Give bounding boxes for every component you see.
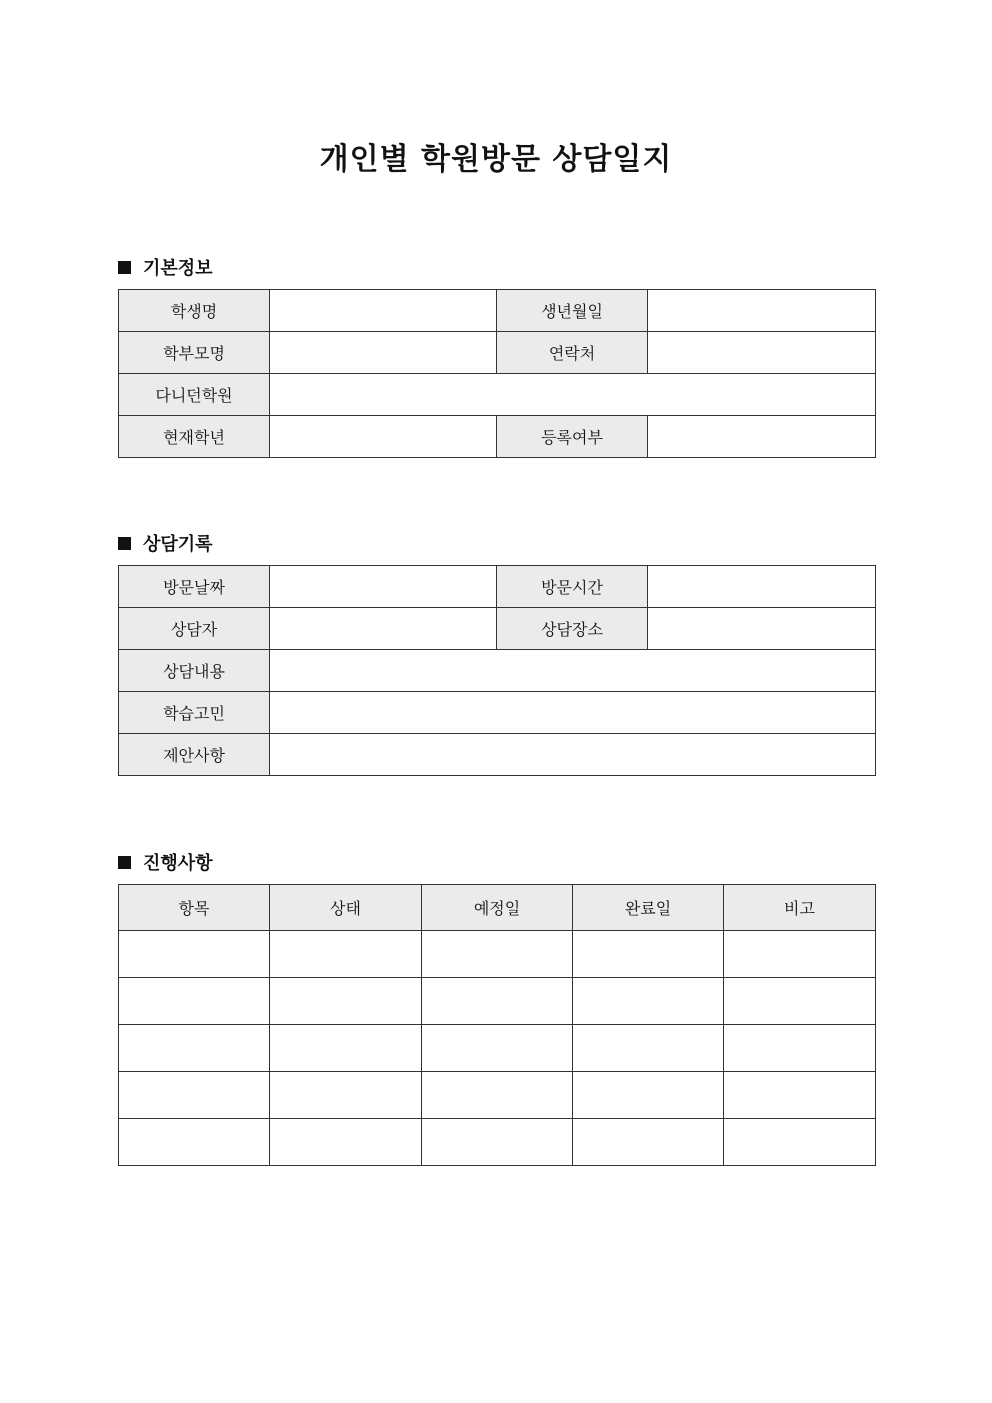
table-row bbox=[119, 290, 876, 332]
current-grade-label: 현재학년 bbox=[119, 416, 270, 458]
table-row bbox=[119, 692, 876, 734]
table-row bbox=[119, 1025, 876, 1072]
study-concerns-label: 학습고민 bbox=[119, 692, 270, 734]
visit-date-field[interactable] bbox=[270, 566, 497, 608]
birth-date-label: 생년월일 bbox=[497, 290, 648, 332]
place-field[interactable] bbox=[648, 608, 876, 650]
content-label: 상담내용 bbox=[119, 650, 270, 692]
table-cell[interactable] bbox=[270, 931, 422, 978]
page-title: 개인별 학원방문 상담일지 bbox=[319, 142, 673, 177]
table-row bbox=[119, 734, 876, 776]
table-cell[interactable] bbox=[573, 1025, 724, 1072]
table-row bbox=[119, 608, 876, 650]
parent-name-field[interactable] bbox=[270, 332, 497, 374]
table-cell[interactable] bbox=[119, 1119, 270, 1166]
table-cell[interactable] bbox=[119, 978, 270, 1025]
table-cell[interactable] bbox=[119, 1072, 270, 1119]
table-row bbox=[119, 566, 876, 608]
table-cell[interactable] bbox=[724, 978, 876, 1025]
table-cell[interactable] bbox=[724, 931, 876, 978]
contact-label: 연락처 bbox=[497, 332, 648, 374]
suggestions-label: 제안사항 bbox=[119, 734, 270, 776]
table-cell[interactable] bbox=[270, 1025, 422, 1072]
table-cell[interactable] bbox=[422, 1025, 573, 1072]
column-header-item: 항목 bbox=[119, 885, 270, 931]
table-row bbox=[119, 1072, 876, 1119]
column-header-status: 상태 bbox=[270, 885, 422, 931]
visit-time-label: 방문시간 bbox=[497, 566, 648, 608]
table-row bbox=[119, 332, 876, 374]
column-header-planned-date: 예정일 bbox=[422, 885, 573, 931]
birth-date-field[interactable] bbox=[648, 290, 876, 332]
table-cell[interactable] bbox=[724, 1072, 876, 1119]
table-cell[interactable] bbox=[573, 1119, 724, 1166]
counselor-label: 상담자 bbox=[119, 608, 270, 650]
table-row bbox=[119, 650, 876, 692]
section-title: 진행사항 bbox=[143, 853, 213, 874]
visit-date-label: 방문날짜 bbox=[119, 566, 270, 608]
column-header-note: 비고 bbox=[724, 885, 876, 931]
current-academy-label: 다니던학원 bbox=[119, 374, 270, 416]
section-heading-consult-record bbox=[118, 530, 213, 556]
table-row bbox=[119, 931, 876, 978]
column-header-completed-date: 완료일 bbox=[573, 885, 724, 931]
study-concerns-field[interactable] bbox=[270, 692, 876, 734]
student-name-field[interactable] bbox=[270, 290, 497, 332]
table-cell[interactable] bbox=[573, 978, 724, 1025]
current-academy-field[interactable] bbox=[270, 374, 876, 416]
table-cell[interactable] bbox=[422, 978, 573, 1025]
table-row bbox=[119, 416, 876, 458]
student-name-label: 학생명 bbox=[119, 290, 270, 332]
table-row bbox=[119, 978, 876, 1025]
table-cell[interactable] bbox=[119, 1025, 270, 1072]
registered-label: 등록여부 bbox=[497, 416, 648, 458]
table-cell[interactable] bbox=[422, 1072, 573, 1119]
table-cell[interactable] bbox=[270, 1072, 422, 1119]
registered-field[interactable] bbox=[648, 416, 876, 458]
consult-record-table bbox=[118, 565, 876, 776]
progress-table bbox=[118, 884, 876, 1166]
table-row bbox=[119, 374, 876, 416]
suggestions-field[interactable] bbox=[270, 734, 876, 776]
section-title: 기본정보 bbox=[143, 258, 213, 279]
table-cell[interactable] bbox=[422, 1119, 573, 1166]
section-title: 상담기록 bbox=[143, 534, 213, 555]
parent-name-label: 학부모명 bbox=[119, 332, 270, 374]
table-cell[interactable] bbox=[119, 931, 270, 978]
contact-field[interactable] bbox=[648, 332, 876, 374]
table-cell[interactable] bbox=[573, 931, 724, 978]
square-bullet-icon bbox=[118, 856, 131, 869]
square-bullet-icon bbox=[118, 261, 131, 274]
square-bullet-icon bbox=[118, 537, 131, 550]
section-heading-basic-info bbox=[118, 254, 213, 280]
table-cell[interactable] bbox=[724, 1025, 876, 1072]
table-cell[interactable] bbox=[724, 1119, 876, 1166]
table-cell[interactable] bbox=[270, 978, 422, 1025]
table-cell[interactable] bbox=[270, 1119, 422, 1166]
content-field[interactable] bbox=[270, 650, 876, 692]
place-label: 상담장소 bbox=[497, 608, 648, 650]
table-cell[interactable] bbox=[573, 1072, 724, 1119]
visit-time-field[interactable] bbox=[648, 566, 876, 608]
table-header-row bbox=[119, 885, 876, 931]
table-cell[interactable] bbox=[422, 931, 573, 978]
table-row bbox=[119, 1119, 876, 1166]
section-heading-progress bbox=[118, 849, 213, 875]
basic-info-table bbox=[118, 289, 876, 458]
counselor-field[interactable] bbox=[270, 608, 497, 650]
current-grade-field[interactable] bbox=[270, 416, 497, 458]
